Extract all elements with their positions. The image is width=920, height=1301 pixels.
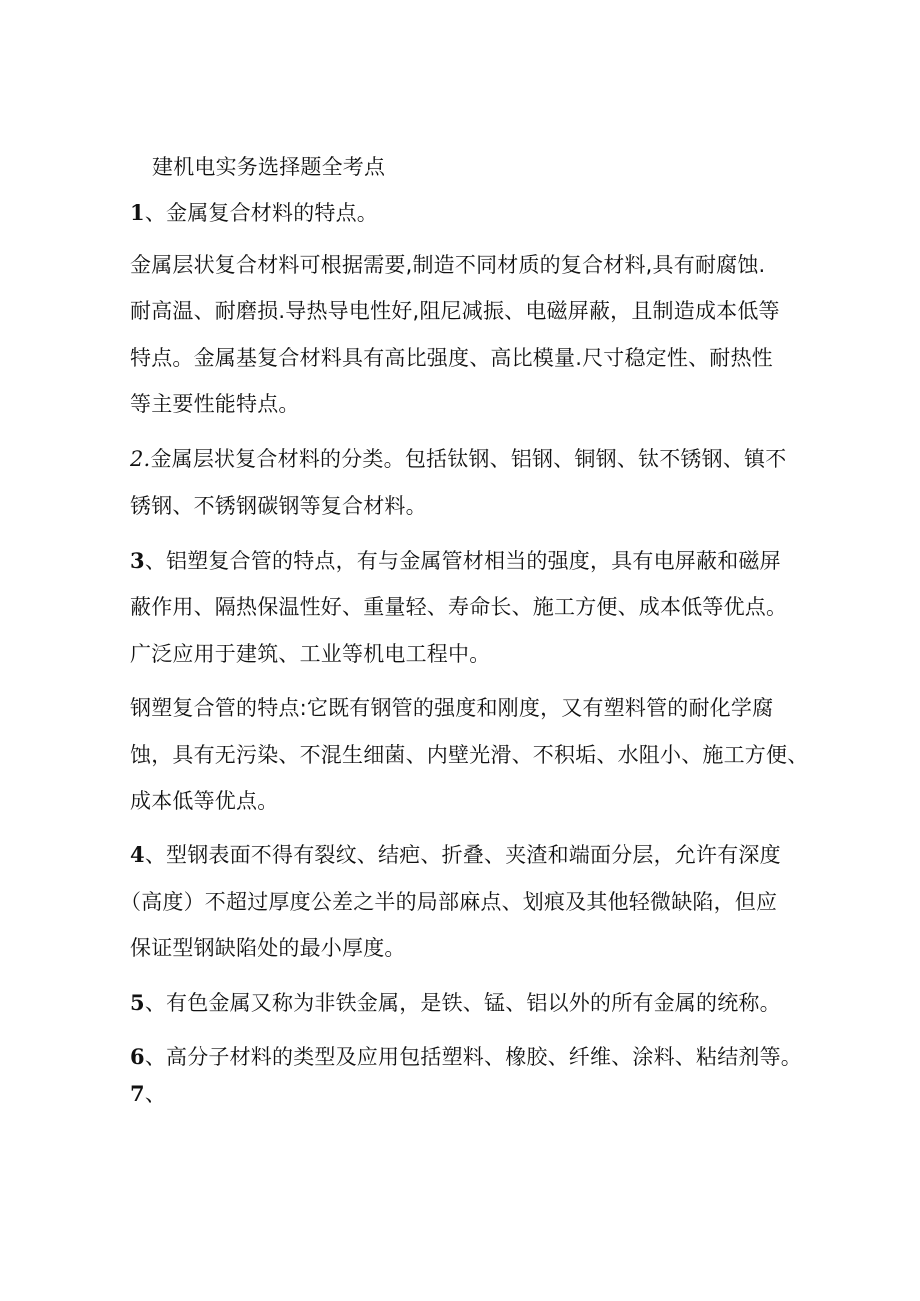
paragraph-line: 蚀，具有无污染、不混生细菌、内壁光滑、不积垢、水阻小、施工方便、 (130, 743, 809, 767)
paragraph-line: 耐高温、耐磨损.导热导电性好,阻尼减振、电磁屏蔽，且制造成本低等 (130, 299, 780, 323)
item-4-number: 4 (130, 842, 145, 867)
paragraph-line: 广泛应用于建筑、工业等机电工程中。 (130, 642, 491, 666)
item-1-line-1: 1、金属复合材料的特点。 (130, 200, 379, 225)
item-3-number: 3 (130, 548, 145, 573)
item-2-number: 2. (130, 447, 151, 471)
item-7-number: 7 (130, 1081, 145, 1106)
paragraph-line: 蔽作用、隔热保温性好、重量轻、寿命长、施工方便、成本低等优点。 (130, 595, 788, 619)
paragraph-line: 成本低等优点。 (130, 789, 279, 813)
item-6-number: 6 (130, 1044, 145, 1069)
paragraph-line: 等主要性能特点。 (130, 392, 300, 416)
item-1-number: 1 (130, 200, 145, 225)
item-5-number: 5 (130, 990, 145, 1015)
paragraph-line: 锈钢、不锈钢碳钢等复合材料。 (130, 494, 427, 518)
document-title: 建机电实务选择题全考点 (152, 155, 386, 179)
item-3-line-1: 3、铝塑复合管的特点，有与金属管材相当的强度，具有电屏蔽和磁屏 (130, 548, 781, 573)
paragraph-line: 钢塑复合管的特点:它既有钢管的强度和刚度，又有塑料管的耐化学腐 (130, 696, 774, 720)
paragraph-line: （高度）不超过厚度公差之半的局部麻点、划痕及其他轻微缺陷，但应 (120, 890, 778, 914)
paragraph-line: 特点。金属基复合材料具有高比强度、高比模量.尺寸稳定性、耐热性 (130, 346, 773, 370)
item-2-line-1: 2.金属层状复合材料的分类。包括钛钢、铝钢、铜钢、钛不锈钢、镇不 (130, 447, 787, 471)
paragraph-line: 保证型钢缺陷处的最小厚度。 (130, 936, 406, 960)
item-6-line-1: 6、高分子材料的类型及应用包括塑料、橡胶、纤维、涂料、粘结剂等。 (130, 1044, 803, 1069)
item-4-line-1: 4、型钢表面不得有裂纹、结疤、折叠、夹渣和端面分层，允许有深度 (130, 842, 781, 867)
item-5-line-1: 5、有色金属又称为非铁金属，是铁、锰、铝以外的所有金属的统称。 (130, 990, 781, 1015)
paragraph-line: 金属层状复合材料可根据需要,制造不同材质的复合材料,具有耐腐蚀. (130, 253, 766, 277)
item-7-line-1: 7、 (130, 1081, 167, 1106)
